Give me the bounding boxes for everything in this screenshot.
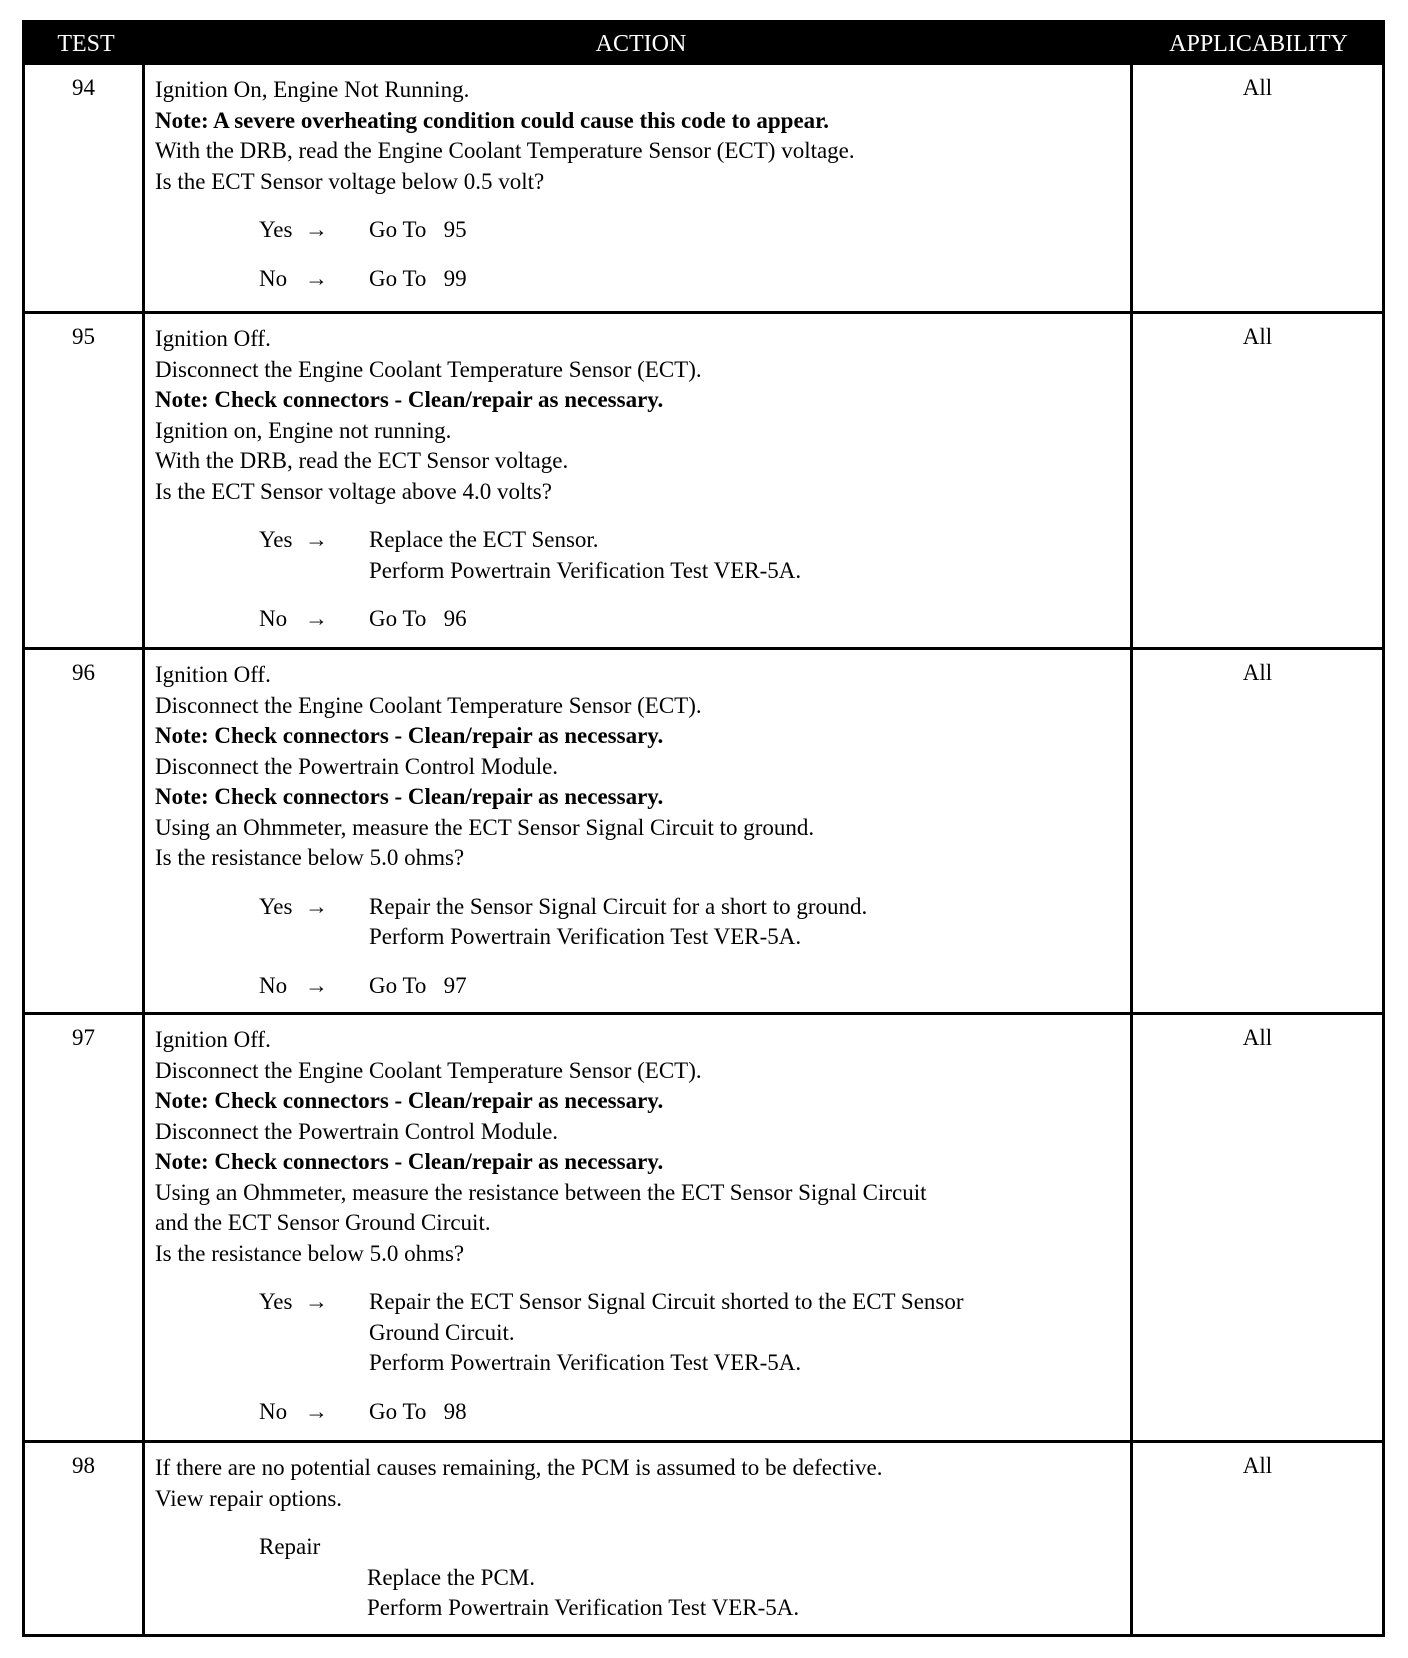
table-body [25, 65, 1382, 1634]
instruction-line: Disconnect the Powertrain Control Module. [155, 1118, 559, 1144]
instruction-line: Is the resistance below 5.0 ohms? [155, 1240, 465, 1266]
branch-no-label: No [259, 265, 288, 291]
action-cell [145, 1443, 1133, 1634]
note-line: Note: Check connectors - Clean/repair as necessary. [155, 387, 664, 412]
applicability-value: All [1242, 324, 1273, 349]
branch-no-label: No [259, 606, 288, 631]
instruction-line: Ignition Off. [155, 1027, 271, 1052]
branch-no-text [369, 264, 1122, 295]
instruction-line: Disconnect the Engine Coolant Temperature Sensor (ECT). [155, 356, 702, 382]
applicability-value: All [1242, 1025, 1273, 1050]
branch-outcome-line: Repair the ECT Sensor Signal Circuit shorted to the ECT Sensor [369, 1289, 964, 1314]
instruction-line: If there are no potential causes remaining, the PCM is assumed to be defective. [155, 1455, 883, 1480]
note-line: Note: Check connectors - Clean/repair as necessary. [155, 1088, 664, 1113]
branch-no-label: No [259, 972, 288, 998]
branch-no-text [369, 1397, 1122, 1428]
branch-outcome-line: Repair the Sensor Signal Circuit for a short to ground. [369, 893, 868, 919]
arrow-right-icon: → [305, 265, 328, 291]
action-cell [145, 1015, 1133, 1440]
branch-outcome-line: Go To 99 [369, 265, 467, 291]
branch-yes-label: Yes [259, 217, 293, 242]
instruction-line: Ignition on, Engine not running. [155, 417, 452, 443]
instruction-line: Is the ECT Sensor voltage below 0.5 volt? [155, 168, 545, 194]
branch-yes-text [369, 892, 1122, 953]
applicability-value: All [1242, 75, 1273, 100]
note-line: Note: Check connectors - Clean/repair as necessary. [155, 723, 664, 748]
branch-outcome-line: Go To 95 [369, 217, 467, 242]
instruction-line: Ignition Off. [155, 662, 271, 687]
instruction-line: Ignition On, Engine Not Running. [155, 77, 470, 102]
branch-yes [155, 215, 1122, 246]
table-row [25, 1012, 1382, 1440]
branch-outcome-line: Perform Powertrain Verification Test VER-5A. [369, 1350, 802, 1375]
instruction-line: View repair options. [155, 1485, 343, 1511]
instruction-line: and the ECT Sensor Ground Circuit. [155, 1210, 491, 1235]
branch-outcome-line: Ground Circuit. [369, 1319, 515, 1345]
table-row [25, 311, 1382, 647]
branch-no [155, 264, 1122, 295]
branch-no [155, 971, 1122, 1002]
instruction-line: Using an Ohmmeter, measure the resistance between the ECT Sensor Signal Circuit [155, 1179, 927, 1205]
arrow-right-icon: → [305, 893, 328, 919]
note-line: Note: A severe overheating condition could cause this code to appear. [155, 107, 829, 133]
test-number: 97 [25, 1015, 145, 1440]
branch-yes-label: Yes [259, 527, 293, 552]
action-cell [145, 314, 1133, 647]
header-action: ACTION [595, 30, 687, 57]
repair-option-line: Replace the PCM. [367, 1564, 535, 1590]
arrow-right-icon: → [305, 972, 328, 998]
applicability-value: All [1242, 660, 1273, 685]
table-row [25, 65, 1382, 311]
test-number: 94 [25, 65, 145, 311]
arrow-right-icon: → [305, 1289, 328, 1314]
instruction-line: Is the ECT Sensor voltage above 4.0 volts? [155, 478, 552, 504]
instruction-line: Using an Ohmmeter, measure the ECT Sensor Signal Circuit to ground. [155, 814, 815, 840]
arrow-right-icon: → [305, 527, 328, 552]
branch-yes-label: Yes [259, 1289, 293, 1314]
instruction-line: With the DRB, read the Engine Coolant Temperature Sensor (ECT) voltage. [155, 138, 855, 163]
branch-no-text [369, 971, 1122, 1002]
branch-yes [155, 892, 1122, 953]
arrow-right-icon: → [305, 217, 328, 242]
repair-option-line: Perform Powertrain Verification Test VER-5A. [367, 1595, 800, 1620]
repair-label: Repair [259, 1534, 321, 1559]
note-line: Note: Check connectors - Clean/repair as necessary. [155, 784, 664, 809]
test-number: 98 [25, 1443, 145, 1634]
instruction-line: With the DRB, read the ECT Sensor voltage. [155, 448, 569, 473]
test-number: 95 [25, 314, 145, 647]
applicability-value: All [1242, 1453, 1273, 1478]
note-line: Note: Check connectors - Clean/repair as necessary. [155, 1149, 664, 1174]
arrow-right-icon: → [305, 1398, 328, 1424]
branch-outcome-line: Perform Powertrain Verification Test VER-5A. [369, 924, 802, 949]
branch-outcome-line: Perform Powertrain Verification Test VER-5A. [369, 557, 802, 583]
header-applicability: APPLICABILITY [1169, 30, 1348, 57]
branch-outcome-line: Go To 97 [369, 972, 467, 998]
instruction-line: Disconnect the Powertrain Control Module. [155, 753, 559, 779]
branch-outcome-line: Go To 98 [369, 1398, 467, 1424]
branch-outcome-line: Go To 96 [369, 606, 467, 631]
branch-yes-label: Yes [259, 893, 293, 919]
branch-no-label: No [259, 1398, 288, 1424]
instruction-line: Disconnect the Engine Coolant Temperature Sensor (ECT). [155, 692, 702, 718]
table-header [25, 23, 1382, 65]
arrow-right-icon: → [305, 606, 328, 631]
branch-no-text [369, 604, 1122, 635]
branch-outcome-line: Replace the ECT Sensor. [369, 527, 599, 552]
branch-no [155, 1397, 1122, 1428]
branch-yes [155, 1287, 1122, 1379]
branch-yes-text [369, 1287, 1122, 1379]
header-test: TEST [57, 30, 115, 57]
branch-no [155, 604, 1122, 635]
diagnostic-test-table [22, 20, 1385, 1637]
branch-yes-text [369, 215, 1122, 246]
branch-yes [155, 525, 1122, 586]
instruction-line: Disconnect the Engine Coolant Temperature Sensor (ECT). [155, 1057, 702, 1083]
table-row [25, 647, 1382, 1012]
action-cell [145, 650, 1133, 1012]
table-row [25, 1440, 1382, 1634]
test-number: 96 [25, 650, 145, 1012]
branch-yes-text [369, 525, 1122, 586]
action-cell [145, 65, 1133, 311]
instruction-line: Is the resistance below 5.0 ohms? [155, 845, 465, 870]
instruction-line: Ignition Off. [155, 326, 271, 351]
